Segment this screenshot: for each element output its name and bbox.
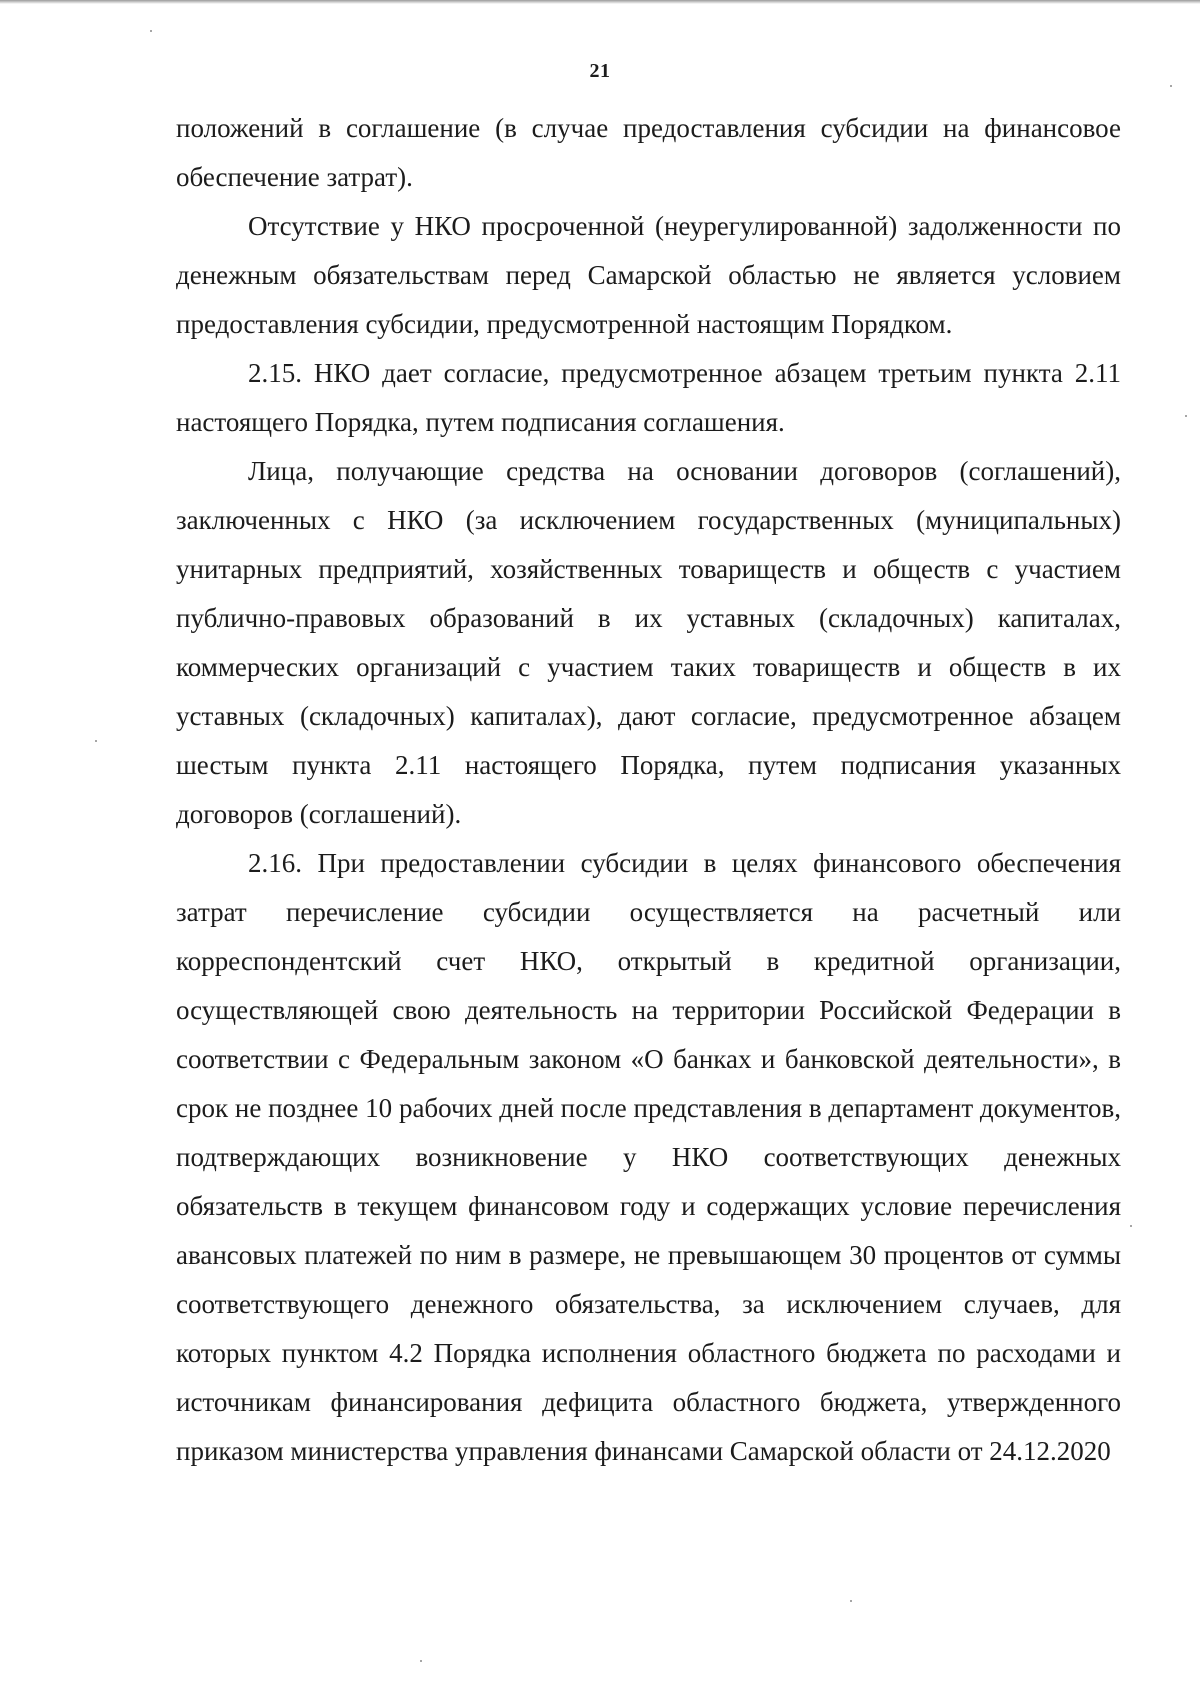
paragraph-2-16: 2.16. При предоставлении субсидии в целях финансового обеспечения затрат перечисление субсидии осуществляется на расчетный или корреспондентский счет НКО, открытый в кредитной организации, осуществляющей свою деятельность на территории Российской Федерации в соответствии с Федеральным законом «О банках и банковской деятельности», в срок не позднее 10 рабочих дней после представления в департамент документов, подтверждающих возникновение у НКО соответствующих денежных обязательств в текущем финансовом году и содержащих условие перечисления авансовых платежей по ним в размере, не превышающем 30 процентов от суммы соответствующего денежного обязательства, за исключением случаев, для которых пунктом 4.2 Порядка исполнения областного бюджета по расходами и источникам финансирования дефицита областного бюджета, утвержденного приказом министерства управления финансами Самарской области от 24.12.2020 — [176, 848, 1121, 1466]
scan-speck — [420, 1660, 422, 1662]
paragraph-2-15: 2.15. НКО дает согласие, предусмотренное абзацем третьим пункта 2.11 настоящего Порядка, путем подписания соглашения. — [176, 358, 1121, 437]
page-number: 21 — [589, 60, 611, 82]
scan-speck — [1130, 1225, 1132, 1227]
scan-speck — [850, 1600, 852, 1602]
scan-speck — [1170, 85, 1172, 87]
scan-speck — [150, 30, 152, 32]
document-body — [176, 104, 1121, 1476]
scan-speck — [95, 740, 97, 742]
paragraph-persons-consent: Лица, получающие средства на основании договоров (соглашений), заключенных с НКО (за исключением государственных (муниципальных) унитарных предприятий, хозяйственных товариществ и обществ с участием публично-правовых образований в их уставных (складочных) капиталах, коммерческих организаций с участием таких товариществ и обществ в их уставных (складочных) капиталах), дают согласие, предусмотренное абзацем шестым пункта 2.11 настоящего Порядка, путем подписания указанных договоров (соглашений). — [176, 456, 1121, 829]
paragraph-continuation: положений в соглашение (в случае предоставления субсидии на финансовое обеспечение затрат). — [176, 113, 1121, 192]
scan-top-edge — [0, 0, 1200, 4]
scan-speck — [1185, 415, 1187, 417]
paragraph-debt-condition: Отсутствие у НКО просроченной (неурегулированной) задолженности по денежным обязательствам перед Самарской областью не является условием предоставления субсидии, предусмотренной настоящим Порядком. — [176, 211, 1121, 339]
